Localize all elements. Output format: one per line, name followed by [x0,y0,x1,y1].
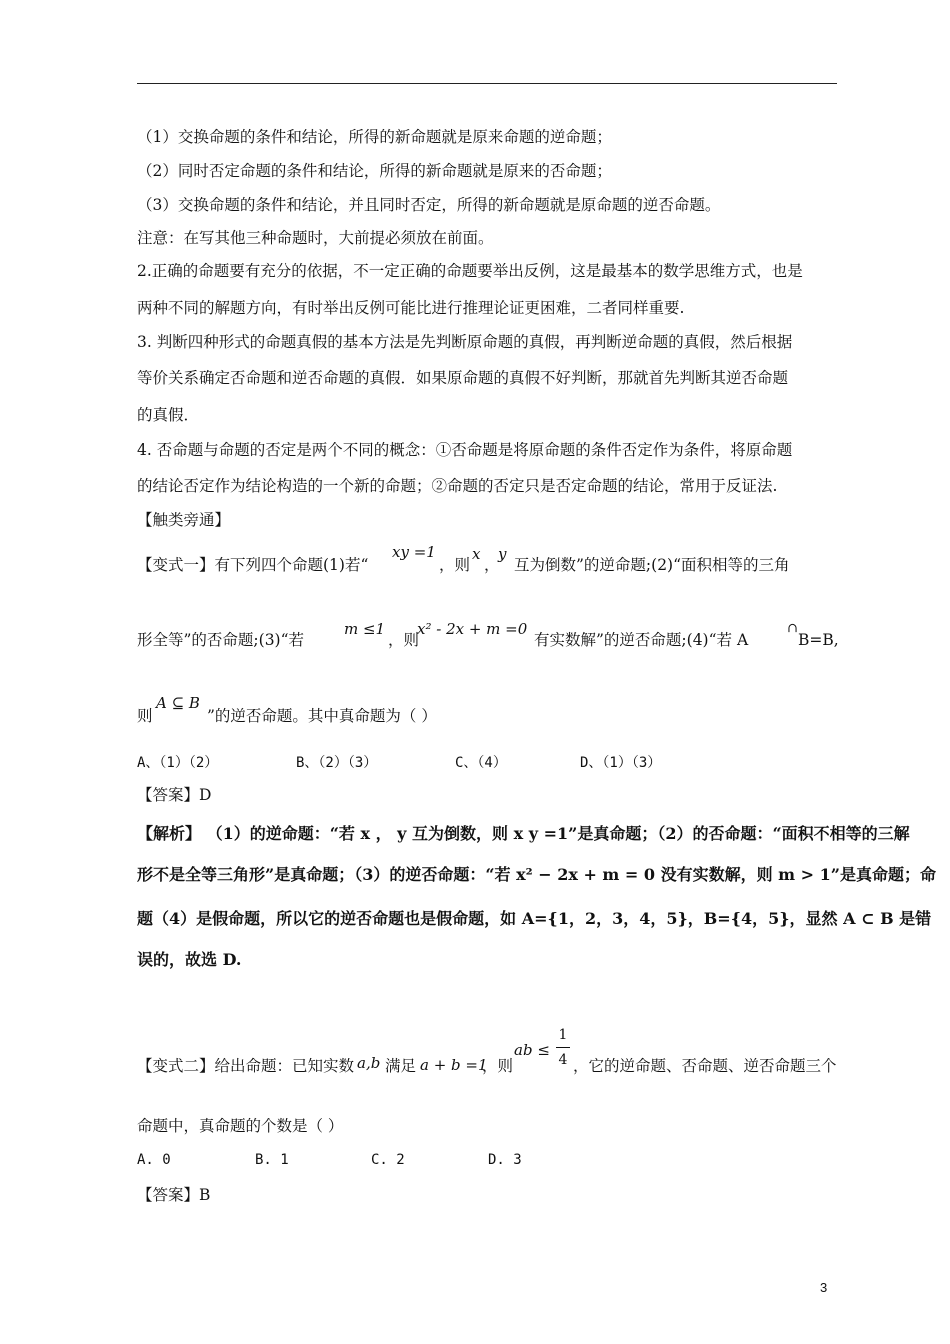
header-rule [137,83,837,84]
variant1-option-d: D、（1）（3） [580,755,662,771]
variant2-math-ab-leq: ab ≤ [514,1041,550,1059]
note-3: （3）交换命题的条件和结论，并且同时否定，所得的新命题就是原命题的逆否命题。 [137,196,721,214]
analysis-line-2: 形不是全等三角形”是真命题；（3）的逆否命题：“若 x² − 2x + m = 0 没有实数解，则 m > 1”是真命题；命 [137,865,936,884]
variant1-math-subset: A ⊆ B [156,694,200,712]
variant2-option-d: D. 3 [488,1152,522,1168]
variant1-line3-a: 则 [137,707,153,725]
point-3-line-1: 3. 判断四种形式的命题真假的基本方法是先判断原命题的真假，再判断逆命题的真假，然后根据 [137,333,793,351]
note-2: （2）同时否定命题的条件和结论，所得的新命题就是原来的否命题； [137,162,612,180]
variant1-line1-b: ，则 [439,556,471,574]
point-4-line-1: 4. 否命题与命题的否定是两个不同的概念：①否命题是将原命题的条件否定作为条件，将原命题 [137,441,793,459]
point-3-line-3: 的真假． [137,406,200,424]
variant2-line1-d: ，它的逆命题、否命题、逆否命题三个 [573,1057,837,1075]
variant1-math-m1: m ≤1 [344,620,386,638]
page-number: 3 [820,1280,828,1295]
variant2-option-a: A. 0 [137,1152,171,1168]
variant1-comma: ， [484,556,500,574]
variant2-answer: 【答案】B [137,1186,211,1204]
variant1-line2-c: 有实数解”的逆否命题;(4)“若 A [534,631,749,649]
analysis-line-4: 误的，故选 D. [137,950,242,969]
variant2-line1-a: 【变式二】给出命题：已知实数 [137,1057,355,1075]
variant2-frac-bar [556,1047,570,1048]
variant2-line1-c: ，则 [482,1057,514,1075]
variant1-math-y: y [498,545,507,563]
variant2-line2: 命题中，真命题的个数是（ ） [137,1117,344,1135]
variant1-option-c: C、（4） [455,755,507,771]
variant1-math-x: x [472,545,481,563]
point-3-line-2: 等价关系确定否命题和逆否命题的真假．如果原命题的真假不好判断，那就首先判断其逆否命题 [137,369,789,387]
variant1-cap-symbol: ∩ [787,621,798,636]
variant1-option-a: A、（1）（2） [137,755,219,771]
variant2-math-sum: a + b =1 [420,1056,488,1074]
point-2-line-1: 2.正确的命题要有充分的依据，不一定正确的命题要举出反例，这是最基本的数学思维方式，也是 [137,262,803,280]
variant2-math-ab: a,b [357,1054,381,1072]
analysis-line-3: 题（4）是假命题，所以它的逆否命题也是假命题，如 A={1，2，3，4，5}，B={4，5}，显然 A ⊂ B 是错 [137,909,932,928]
section-heading: 【触类旁通】 [137,511,231,529]
point-4-line-2: 的结论否定作为结论构造的一个新的命题；②命题的否定只是否定命题的结论，常用于反证法. [137,477,778,495]
note-1: （1）交换命题的条件和结论，所得的新命题就是原来命题的逆命题； [137,128,612,146]
point-2-line-2: 两种不同的解题方向，有时举出反例可能比进行推理论证更困难，二者同样重要. [137,299,685,317]
variant1-line2-b: ，则 [388,631,420,649]
variant1-answer: 【答案】D [137,786,212,804]
variant1-line1-a: 【变式一】有下列四个命题(1)若“ [137,556,369,574]
variant1-line3-b: ”的逆否命题。其中真命题为（ ） [207,707,437,725]
variant1-line2-d: B=B, [798,631,839,649]
note-4: 注意：在写其他三种命题时，大前提必须放在前面。 [137,229,494,247]
variant2-option-b: B. 1 [255,1152,289,1168]
variant2-frac-numerator: 1 [558,1027,568,1043]
variant1-math-quad: x² - 2x + m =0 [417,620,528,638]
variant1-option-b: B、（2）（3） [296,755,378,771]
variant1-line1-c: 互为倒数”的逆命题;(2)“面积相等的三角 [514,556,790,574]
variant2-line1-b: 满足 [385,1057,417,1075]
variant1-line2-a: 形全等”的否命题;(3)“若 [137,631,305,649]
variant1-math-xy1: xy =1 [392,543,436,561]
variant2-option-c: C. 2 [371,1152,405,1168]
variant2-frac-denominator: 4 [558,1052,568,1068]
analysis-line-1: 【解析】 （1）的逆命题：“若 x ， y 互为倒数，则 x y =1”是真命题；（2）的否命题：“面积不相等的三解 [137,824,910,843]
